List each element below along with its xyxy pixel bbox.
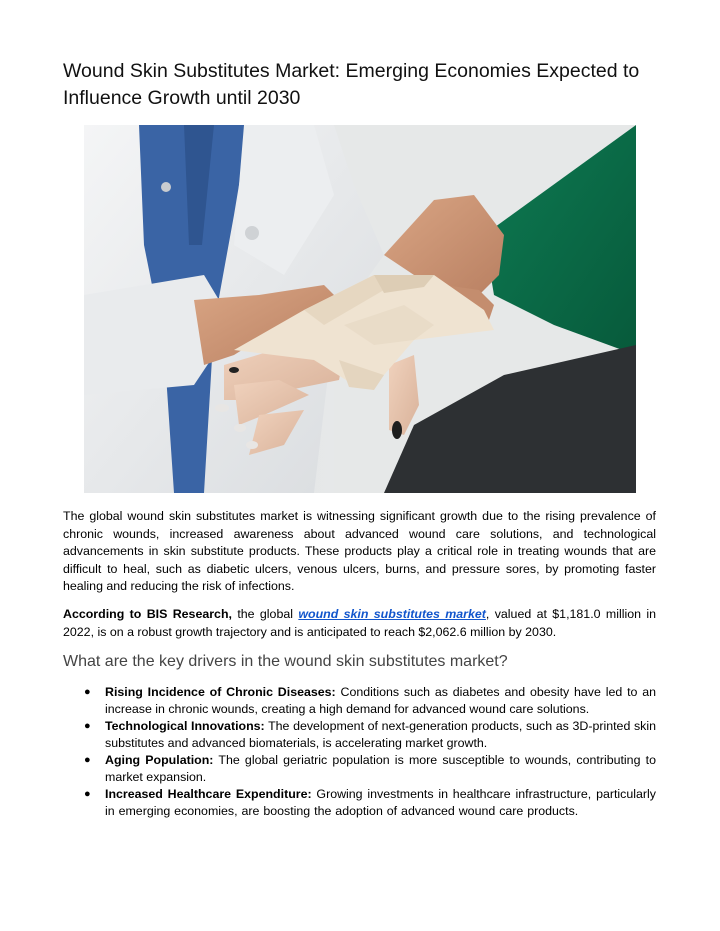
market-size-text-before: the global — [231, 607, 299, 621]
driver-text: The global geriatric population is more susceptible to wounds, contributing to market expansion. — [105, 753, 656, 784]
bandaging-photo — [84, 125, 636, 493]
driver-label: Rising Incidence of Chronic Diseases: — [105, 685, 336, 699]
intro-paragraph: The global wound skin substitutes market is witnessing significant growth due to the rising prevalence of chronic wounds, increased awareness about advanced wound care solutions, and technological advancements in skin substitute products. These products play a critical role in treating wounds that are difficult to heal, such as diabetic ulcers, venous ulcers, burns, and pressure sores, by promoting faster healing and reducing the risk of infections. — [63, 509, 656, 594]
drivers-list — [84, 684, 656, 820]
driver-label: Aging Population: — [105, 753, 214, 767]
bullet-icon: ● — [84, 720, 91, 732]
list-item — [84, 718, 656, 752]
driver-label: Increased Healthcare Expenditure: — [105, 787, 312, 801]
market-size-paragraph — [63, 606, 656, 641]
bullet-icon: ● — [84, 686, 91, 698]
driver-label: Technological Innovations: — [105, 719, 265, 733]
bullet-icon: ● — [84, 754, 91, 766]
bullet-icon: ● — [84, 788, 91, 800]
source-lead: According to BIS Research, — [63, 607, 232, 621]
driver-text: The development of next-generation products, such as 3D-printed skin substitutes and advanced biomaterials, is accelerating market growth. — [105, 719, 656, 750]
list-item — [84, 752, 656, 786]
driver-text: Conditions such as diabetes and obesity have led to an increase in chronic wounds, creating a high demand for advanced wound care solutions. — [105, 685, 657, 716]
list-item — [84, 786, 656, 820]
market-report-link[interactable]: wound skin substitutes market — [298, 607, 486, 621]
document-title: Wound Skin Substitutes Market: Emerging Economies Expected to Influence Growth until 2030 — [63, 60, 640, 109]
market-size-text-after: , valued at $1,181.0 million in 2022, is on a robust growth trajectory and is anticipated to reach $2,062.6 million by 2030. — [63, 607, 657, 639]
section-heading: What are the key drivers in the wound skin substitutes market? — [63, 653, 508, 670]
list-item — [84, 684, 656, 718]
driver-text: Growing investments in healthcare infrastructure, particularly in emerging economies, are boosting the adoption of advanced wound care products. — [105, 787, 656, 818]
